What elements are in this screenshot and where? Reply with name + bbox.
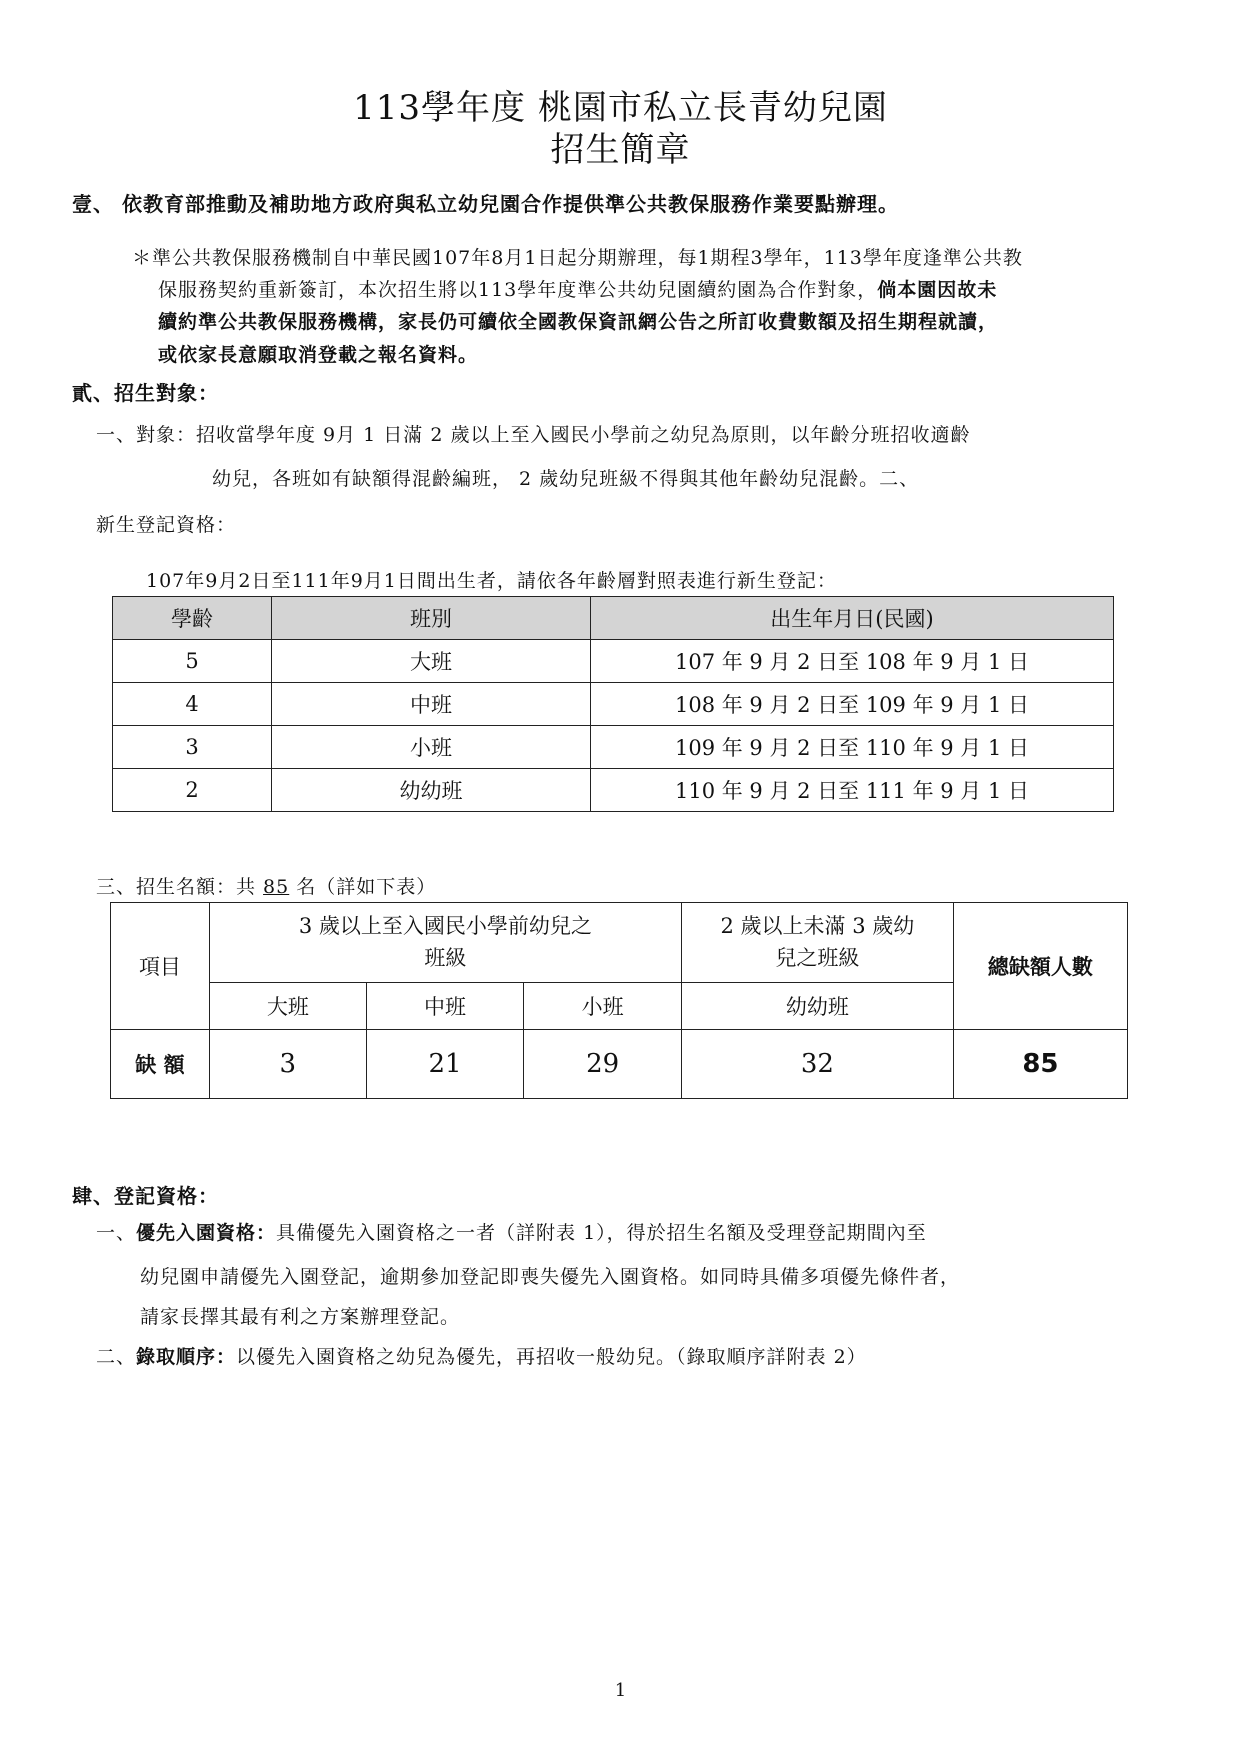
age-table-caption: 107年9月2日至111年9月1日間出生者，請依各年齡層對照表進行新生登記： (146, 570, 837, 592)
birthdate-cell: 110 年 9 月 2 日至 111 年 9 月 1 日 (591, 769, 1114, 812)
section2-item1-line1: 一、對象：招收當學年度 9月 1 日滿 2 歲以上至入國民小學前之幼兒為原則，以年齡分班招收適齡 (96, 424, 971, 446)
page-subtitle: 招生簡章 (550, 130, 691, 170)
age-table-header-class: 班別 (272, 597, 591, 640)
section4-item1-line2: 幼兒園申請優先入園登記，逾期參加登記即喪失優先入園資格。如同時具備多項優先條件者， (140, 1266, 961, 1288)
quota-class-header: 中班 (366, 982, 524, 1029)
age-table-header-birthdate: 出生年月日(民國) (591, 597, 1114, 640)
section4-item1-line1 (96, 1218, 927, 1245)
table-row (113, 683, 1114, 726)
section4-item2-label: 錄取順序： (136, 1346, 237, 1368)
section4-item2-prefix: 二、 (96, 1346, 137, 1368)
section2-item2-line: 新生登記資格： (96, 514, 237, 536)
table-row (113, 640, 1114, 683)
section4-heading: 肆、登記資格： (72, 1184, 219, 1208)
class-cell: 中班 (272, 683, 591, 726)
section1-note-line2 (158, 275, 997, 302)
quota-table (110, 902, 1128, 1099)
quota-row-label: 缺 額 (111, 1030, 210, 1099)
age-table (112, 596, 1114, 812)
section4-item1-prefix: 一、 (96, 1222, 137, 1244)
section2-item1-line2: 幼兒，各班如有缺額得混齡編班， 2 歲幼兒班級不得與其他年齡幼兒混齡。二、 (212, 468, 920, 490)
quota-value-cell: 3 (209, 1030, 366, 1099)
section1-note-line4: 或依家長意願取消登載之報名資料。 (158, 344, 479, 366)
quota-value-cell: 32 (681, 1030, 953, 1099)
birthdate-cell: 107 年 9 月 2 日至 108 年 9 月 1 日 (591, 640, 1114, 683)
table-row (113, 769, 1114, 812)
quota-total-value: 85 (953, 1030, 1127, 1099)
section4-item2-line (96, 1342, 867, 1369)
section1-note-line2-bold: 倘本園因故未 (877, 279, 998, 301)
section4-item2-text: 以優先入園資格之幼兒為優先，再招收一般幼兒。（錄取順序詳附表 2） (236, 1346, 867, 1368)
quota-value-cell: 21 (366, 1030, 524, 1099)
birthdate-cell: 108 年 9 月 2 日至 109 年 9 月 1 日 (591, 683, 1114, 726)
section2-heading: 貳、招生對象： (72, 381, 219, 405)
class-cell: 大班 (272, 640, 591, 683)
section3-suffix: 名（詳如下表） (289, 876, 437, 898)
section3-line (96, 872, 436, 899)
age-table-header-row (113, 597, 1114, 640)
section4-item1-line3: 請家長擇其最有利之方案辦理登記。 (140, 1306, 461, 1328)
quota-class-header: 小班 (524, 982, 682, 1029)
table-row (111, 1030, 1128, 1099)
section1-heading: 壹、 依教育部推動及補助地方政府與私立幼兒園合作提供準公共教保服務作業要點辦理。 (72, 192, 899, 216)
birthdate-cell: 109 年 9 月 2 日至 110 年 9 月 1 日 (591, 726, 1114, 769)
quota-group2-header: 2 歲以上未滿 3 歲幼兒之班級 (681, 903, 953, 983)
section3-prefix: 三、招生名額：共 (96, 876, 264, 898)
age-table-header-age: 學齡 (113, 597, 272, 640)
age-cell: 2 (113, 769, 272, 812)
section4-item1-text: 具備優先入園資格之一者（詳附表 1），得於招生名額及受理登記期間內至 (276, 1222, 927, 1244)
quota-class-header: 大班 (209, 982, 366, 1029)
quota-group1-header: 3 歲以上至入國民小學前幼兒之班級 (209, 903, 681, 983)
section3-total: 85 (263, 876, 290, 898)
age-cell: 4 (113, 683, 272, 726)
quota-class-header: 幼幼班 (681, 982, 953, 1029)
quota-item-label: 項目 (111, 903, 210, 1030)
age-cell: 5 (113, 640, 272, 683)
section1-note-line1: ＊準公共教保服務機制自中華民國107年8月1日起分期辦理，每1期程3學年，113學年度逢準公共教 (132, 247, 1023, 269)
age-cell: 3 (113, 726, 272, 769)
section1-note-line2-plain: 保服務契約重新簽訂，本次招生將以113學年度準公共幼兒園續約園為合作對象， (158, 279, 878, 301)
section1-note-line3: 續約準公共教保服務機構，家長仍可續依全國教保資訊網公告之所訂收費數額及招生期程就讀， (158, 311, 999, 333)
page-number: 1 (614, 1680, 627, 1701)
class-cell: 幼幼班 (272, 769, 591, 812)
class-cell: 小班 (272, 726, 591, 769)
quota-table-group-row (111, 903, 1128, 983)
table-row (113, 726, 1114, 769)
quota-value-cell: 29 (524, 1030, 682, 1099)
section4-item1-label: 優先入園資格： (136, 1222, 277, 1244)
quota-total-header: 總缺額人數 (953, 903, 1127, 1030)
page-title: 113學年度 桃園市私立長青幼兒園 (353, 88, 888, 128)
